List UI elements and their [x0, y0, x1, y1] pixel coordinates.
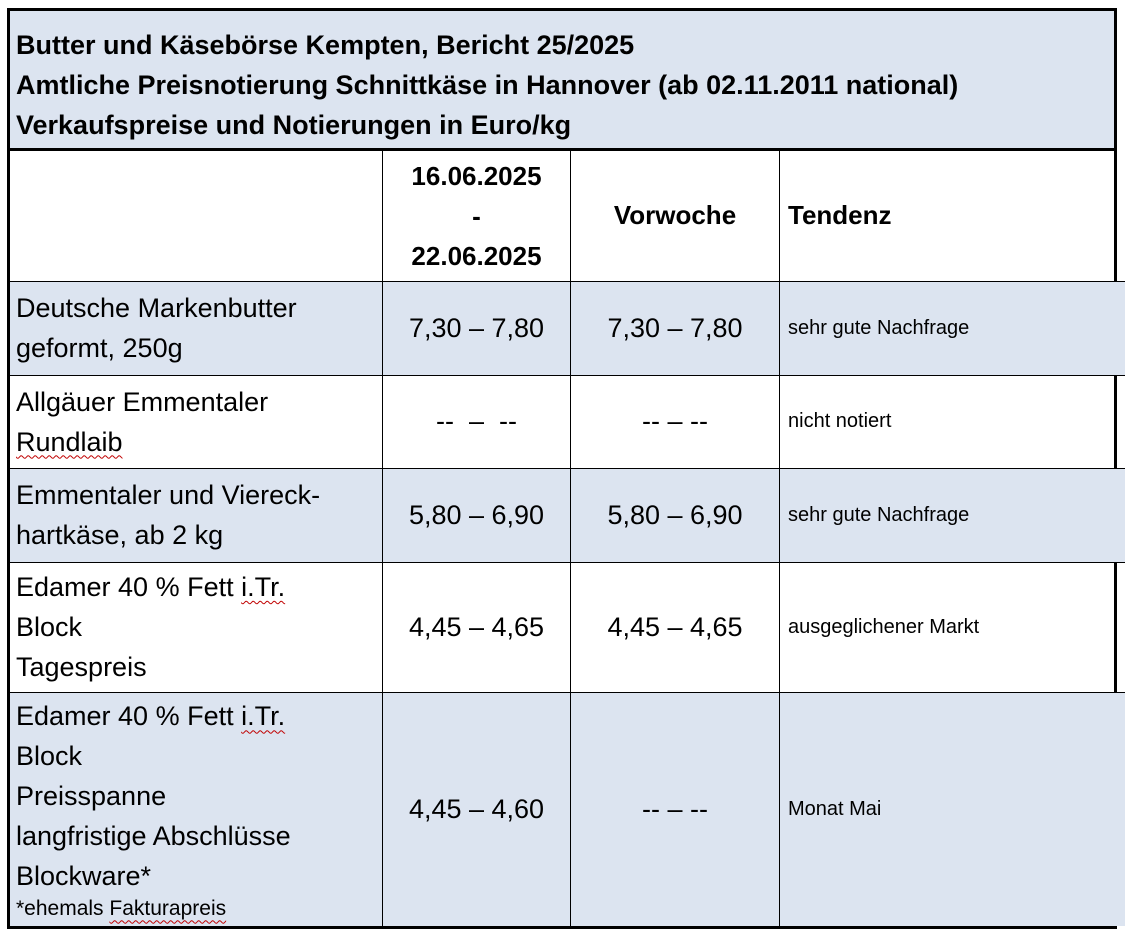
product-line: langfristige Abschlüsse: [16, 821, 291, 852]
price-table: [10, 151, 1125, 926]
product-cell: [10, 468, 383, 562]
price-report-frame: [7, 8, 1117, 929]
product-line: i.Tr.: [241, 701, 286, 732]
table-row: [10, 281, 1125, 375]
period-to: 22.06.2025: [411, 240, 542, 271]
trend-text: ausgeglichener Markt: [780, 562, 1125, 692]
product-line: Block: [16, 741, 83, 772]
report-header: [10, 11, 1114, 151]
report-title: Butter und Käsebörse Kempten, Bericht 25/2025: [16, 30, 635, 60]
report-subtitle: Amtliche Preisnotierung Schnittkäse in Hannover (ab 02.11.2011 national): [16, 70, 959, 100]
trend-text: sehr gute Nachfrage: [780, 281, 1125, 375]
trend-text: nicht notiert: [780, 375, 1125, 468]
product-line: Preisspanne: [16, 781, 167, 812]
product-line: Emmentaler und Viereck-: [16, 480, 321, 510]
header-empty-cell: [10, 151, 383, 281]
previous-price: 5,80 – 6,90: [571, 468, 780, 562]
table-row: [10, 468, 1125, 562]
table-row: [10, 375, 1125, 468]
product-line: Blockware*: [16, 861, 152, 892]
table-header-row: [10, 151, 1125, 281]
current-price: 4,45 – 4,60: [383, 692, 571, 926]
footnote: [16, 896, 382, 922]
product-cell: [10, 692, 383, 926]
table-row: [10, 562, 1125, 692]
table-row: [10, 692, 1125, 926]
product-line: hartkäse, ab 2 kg: [16, 520, 224, 550]
trend-text: sehr gute Nachfrage: [780, 468, 1125, 562]
product-line: Edamer 40 % Fett: [16, 572, 234, 602]
product-cell: [10, 562, 383, 692]
current-price: 4,45 – 4,65: [383, 562, 571, 692]
header-trend: Tendenz: [780, 151, 1125, 281]
previous-price: 7,30 – 7,80: [571, 281, 780, 375]
footnote-word: Fakturapreis: [109, 897, 227, 921]
trend-text: Monat Mai: [780, 692, 1125, 926]
previous-price: 4,45 – 4,65: [571, 562, 780, 692]
product-cell: [10, 375, 383, 468]
previous-price: -- – --: [571, 692, 780, 926]
previous-price: -- – --: [571, 375, 780, 468]
current-price: 7,30 – 7,80: [383, 281, 571, 375]
product-line: Deutsche Markenbutter: [16, 293, 297, 323]
report-unit-line: Verkaufspreise und Notierungen in Euro/kg: [16, 110, 572, 140]
period-separator: -: [472, 200, 481, 231]
product-line: geformt, 250g: [16, 333, 183, 363]
product-line: Tagespreis: [16, 652, 147, 682]
current-price: -- – --: [383, 375, 571, 468]
product-cell: [10, 281, 383, 375]
current-price: 5,80 – 6,90: [383, 468, 571, 562]
product-line: Allgäuer Emmentaler: [16, 386, 269, 417]
period-from: 16.06.2025: [411, 160, 542, 191]
header-previous-week: Vorwoche: [571, 151, 780, 281]
product-line: Rundlaib: [16, 426, 123, 457]
product-line: Edamer 40 % Fett: [16, 701, 234, 732]
product-line: i.Tr.: [241, 572, 286, 602]
footnote-text: *ehemals: [16, 897, 104, 921]
product-line: Block: [16, 612, 83, 642]
header-period-cell: [383, 151, 571, 281]
